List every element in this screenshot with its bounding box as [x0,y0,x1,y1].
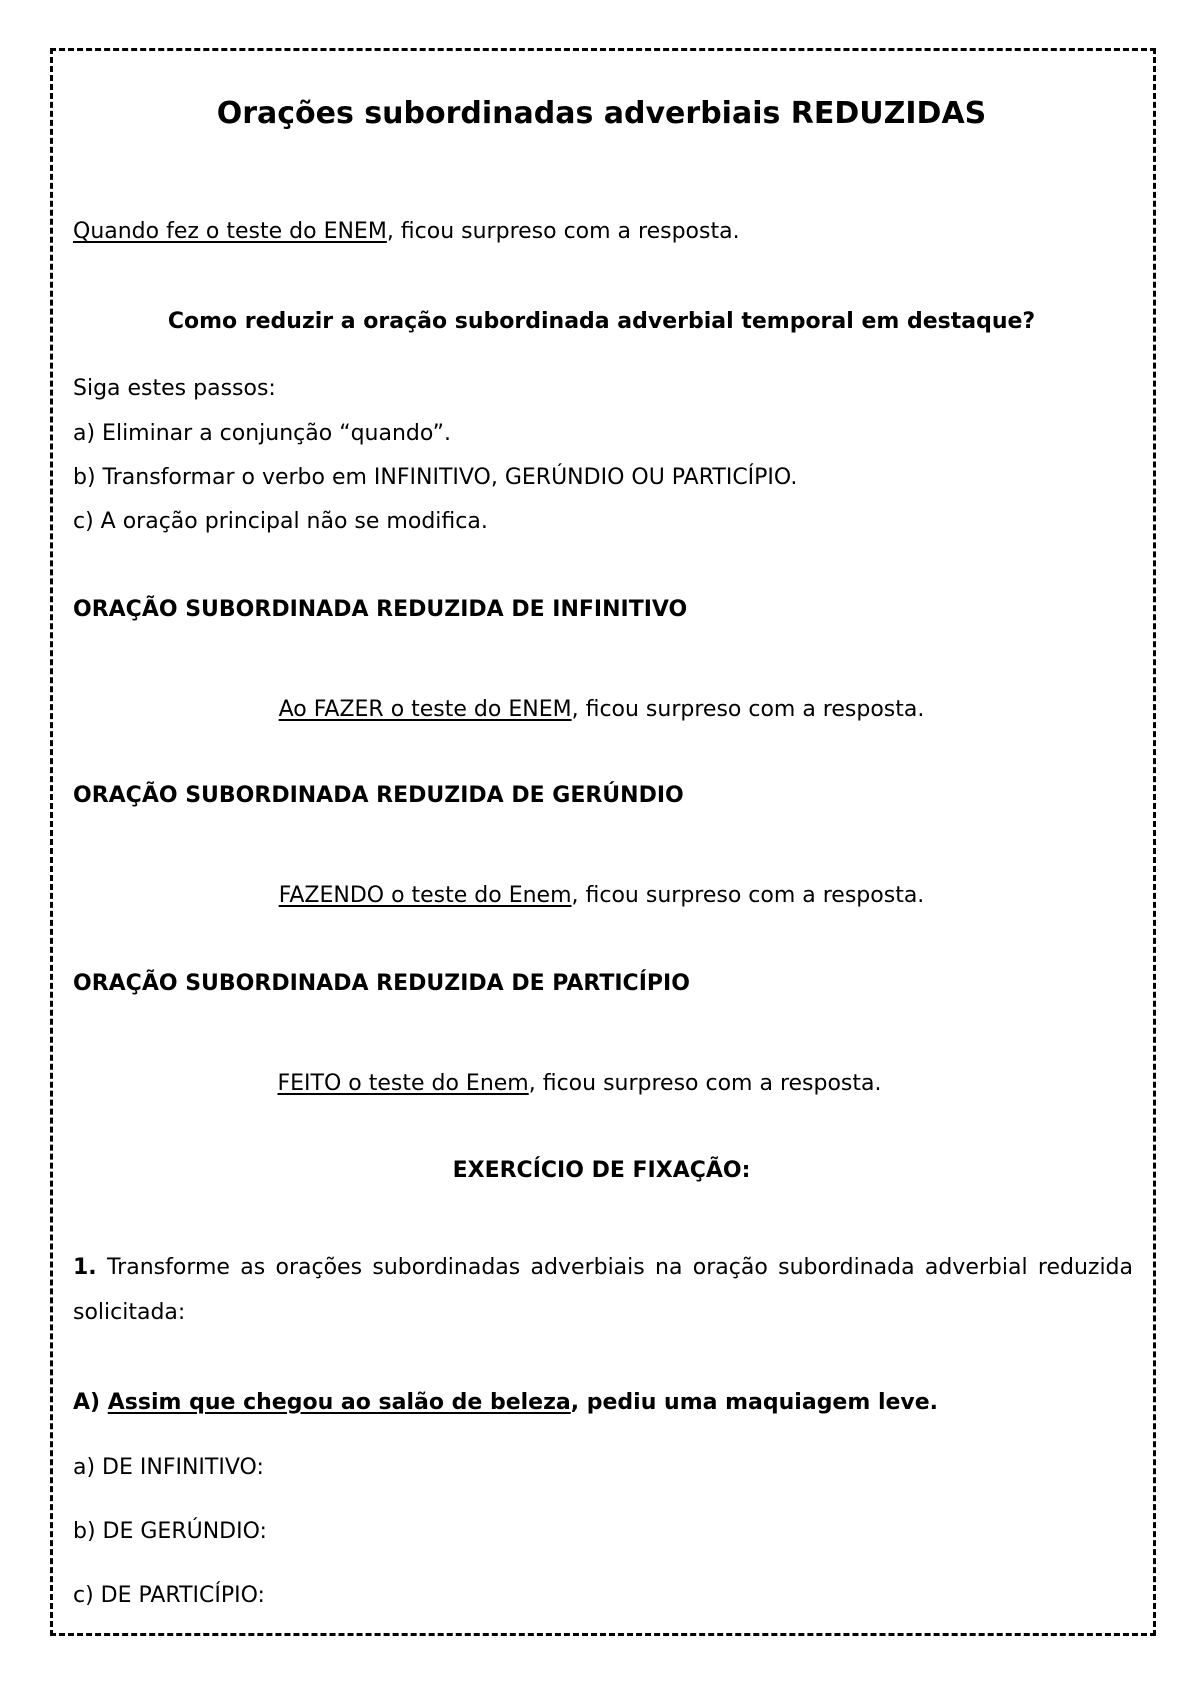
exercise-item-a [73,1389,938,1417]
exercise-question-1 [73,1245,1133,1335]
step-item: c) A oração principal não se modifica. [73,509,488,534]
answer-line-participio: c) DE PARTICÍPIO: [73,1583,265,1608]
answer-line-infinitivo: a) DE INFINITIVO: [73,1455,264,1480]
section-heading-infinitivo: ORAÇÃO SUBORDINADA REDUZIDA DE INFINITIVO [73,597,688,622]
question-heading: Como reduzir a oração subordinada adverbial temporal em destaque? [167,309,1036,334]
exercise-heading: EXERCÍCIO DE FIXAÇÃO: [452,1158,751,1183]
item-label: A) [73,1390,101,1415]
example-participio-clause: FEITO o teste do Enem [277,1071,529,1096]
section-heading-gerundio: ORAÇÃO SUBORDINADA REDUZIDA DE GERÚNDIO [73,783,684,808]
question-text: Transforme as orações subordinadas adverbiais na oração subordinada adverbial reduzida solicitada: [73,1255,1133,1325]
step-item: a) Eliminar a conjunção “quando”. [73,421,451,446]
example-gerundio-main: , ficou surpreso com a resposta. [571,883,925,908]
example-participio-main: , ficou surpreso com a resposta. [528,1071,882,1096]
item-main-clause: , pediu uma maquiagem leve. [570,1390,939,1415]
step-item: b) Transformar o verbo em INFINITIVO, GERÚNDIO OU PARTICÍPIO. [73,465,798,490]
item-underlined-clause: Assim que chegou ao salão de beleza [107,1390,571,1415]
example-gerundio-clause: FAZENDO o teste do Enem [278,883,572,908]
example-infinitivo-main: , ficou surpreso com a resposta. [571,697,925,722]
example-infinitivo [70,696,1133,724]
answer-line-gerundio: b) DE GERÚNDIO: [73,1519,267,1544]
example-participio [48,1070,1111,1098]
example-underlined-clause: Quando fez o teste do ENEM [73,219,387,244]
steps-intro: Siga estes passos: [73,376,276,401]
example-gerundio [70,882,1133,910]
question-number: 1. [73,1255,97,1280]
example-infinitivo-clause: Ao FAZER o teste do ENEM [278,697,572,722]
section-heading-participio: ORAÇÃO SUBORDINADA REDUZIDA DE PARTICÍPIO [73,971,690,996]
example-main-clause: , ficou surpreso com a resposta. [386,219,740,244]
page-title: Orações subordinadas adverbiais REDUZIDAS [216,96,987,131]
example-sentence [73,218,740,246]
